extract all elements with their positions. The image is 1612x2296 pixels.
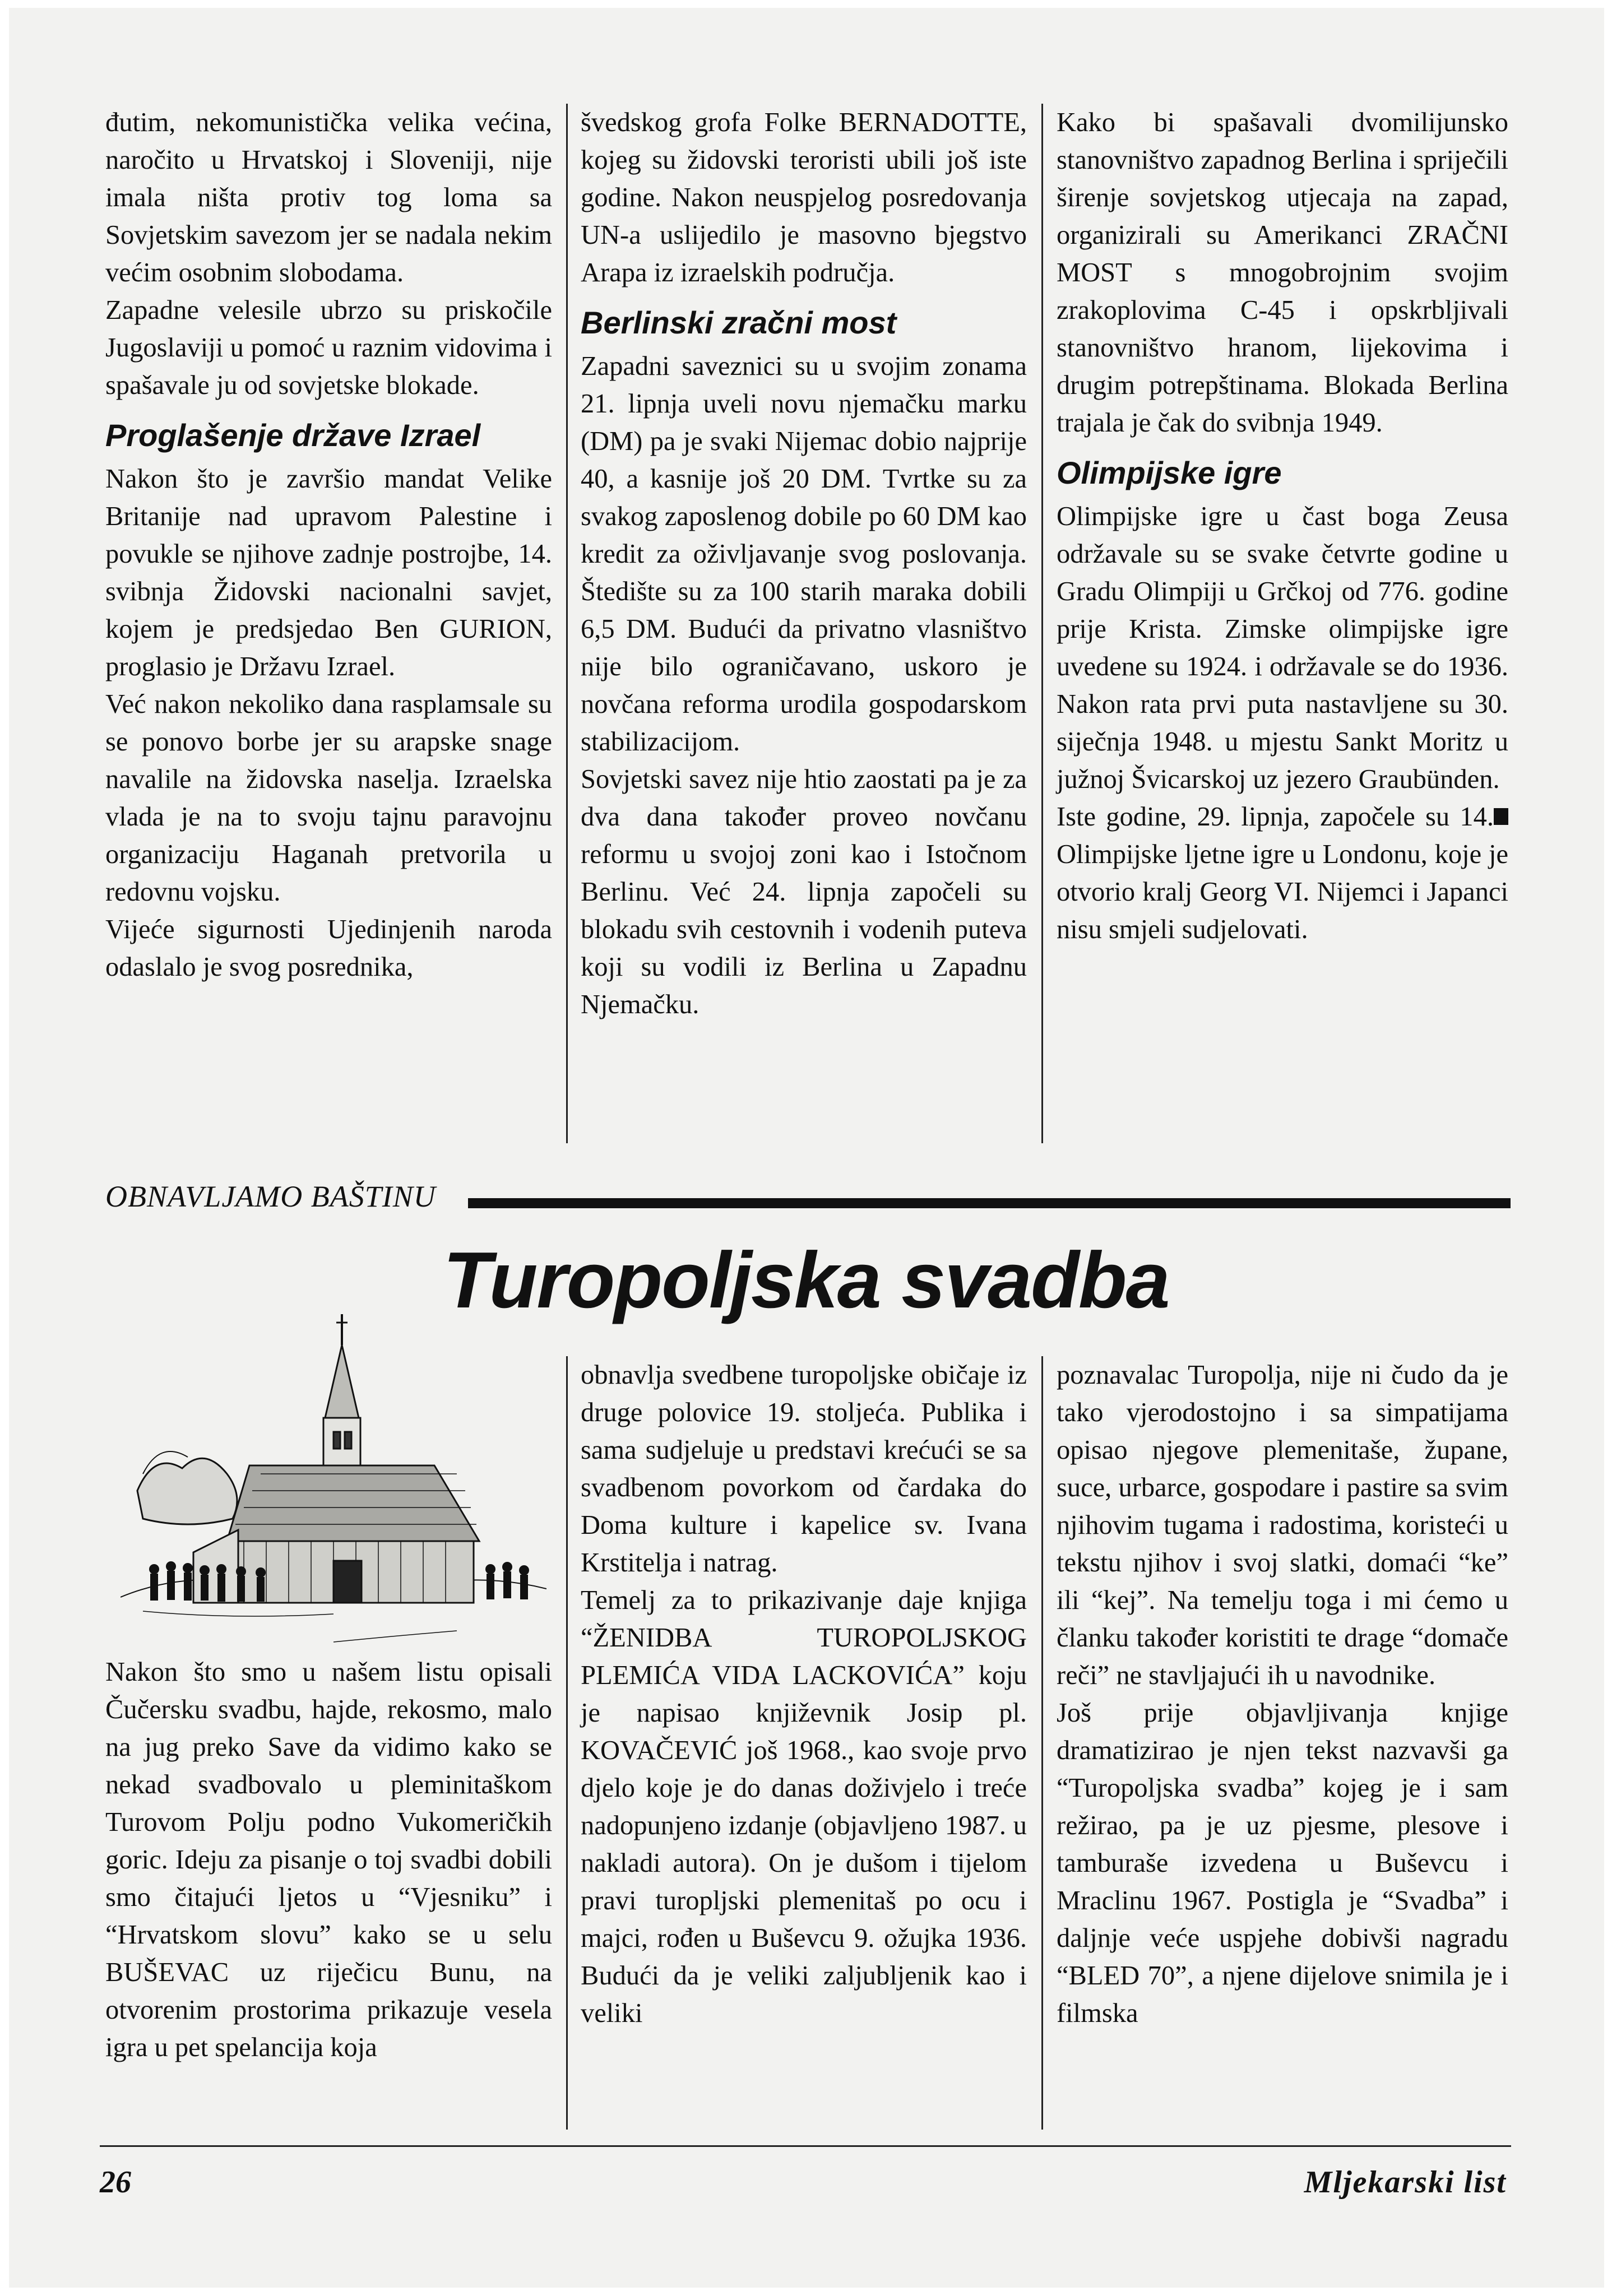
paragraph: obnavlja svedbene turopoljske običaje iz druge polovice 19. stoljeća. Publika i sama sudjeluje u predstavi krećući se sa svadbenom povorkom od čardaka do Doma kulture i kapelice sv. Ivana Krstitelja i natrag. xyxy=(581,1360,1027,1578)
paragraph: Iste godine, 29. lipnja, započele su 14. Olimpijske ljetne igre u Londonu, koje je otvorio kralj Georg VI. Nijemci i Japanci nisu smjeli sudjelovati. xyxy=(1057,802,1508,944)
bottom-column-1 xyxy=(105,1653,552,2066)
column-divider xyxy=(566,1356,568,2130)
paragraph: poznavalac Turopolja, nije ni čudo da je tako vjerodostojno i sa simpatijama opisao njegove plemenitaše, župane, suce, urbarce, gospodare i pastire sa svim njihovim tugama i radostima, koristeći u tekstu njihov i svoj slatki, domaći “ke” ili “kej”. Na temelju toga i mi ćemo u članku također koristiti te drage “domače reči” ne stavljajući ih u navodnike. xyxy=(1057,1360,1508,1690)
paragraph: Olimpijske igre u čast boga Zeusa održavale su se svake četvrte godine u Gradu Olimpiji u Grčkoj od 776. godine prije Krista. Zimske olimpijske igre uvedene su 1924. i održavale se do 1936. Nakon rata prvi puta nastavljene su 30. siječnja 1948. u mjestu Sankt Moritz u južnoj Švicarskoj uz jezero Graubünden. xyxy=(1057,502,1508,794)
paragraph: Temelj za to prikazivanje daje knjiga “ŽENIDBA TUROPOLJSKOG PLEMIĆA VIDA LACKOVIĆA” koju je napisao književnik Josip pl. KOVAČEVIĆ još 1968., kao svoje prvo djelo koje je do danas doživjelo i treće nadopunjeno izdanje (objavljeno 1987. u nakladi autora). On je dušom i tijelom pravi turopljski plemenitaš po ocu i majci, rođen u Buševcu 9. ožujka 1936. Budući da je veliki zaljubljenik kao i veliki xyxy=(581,1585,1027,2028)
paragraph: Zapadni saveznici su u svojim zonama 21. lipnja uveli novu njemačku marku (DM) pa je svaki Nijemac dobio najprije 40, a kasnije još 20 DM. Tvrtke su za svakog zaposlenog dobile po 60 DM kao kredit za oživljavanje svog poslovanja. Štedište su za 100 starih maraka dobili 6,5 DM. Budući da privatno vlasništvo nije bilo ograničavano, uskoro je novčana reforma urodila gospodarskom stabilizacijom. xyxy=(581,351,1027,757)
section-heading: Proglašenje države Izrael xyxy=(105,418,481,453)
paragraph: švedskog grofa Folke BERNADOTTE, kojeg su židovski teroristi ubili još iste godine. Nakon neuspjelog posredovanja UN-a uslijedilo je masovno bjegstvo Arapa iz izraelskih područja. xyxy=(581,108,1027,287)
section-bar xyxy=(468,1198,1511,1208)
footer-rule xyxy=(100,2145,1511,2147)
publication-name: Mljekarski list xyxy=(1304,2165,1507,2200)
paragraph: đutim, nekomunistička velika većina, naročito u Hrvatskoj i Sloveniji, nije imala ništa protiv tog loma sa Sovjetskim savezom jer se nadala nekim većim osobnim slobodama. xyxy=(105,108,552,287)
paragraph: Zapadne velesile ubrzo su priskočile Jugoslaviji u pomoć u raznim vidovima i spašavale ju od sovjetske blokade. xyxy=(105,295,552,400)
paragraph: Nakon što je završio mandat Velike Britanije nad upravom Palestine i povukle se njihove zadnje postrojbe, 14. svibnja Židovski nacionalni savjet, kojem je predsjedao Ben GURION, proglasio je Državu Izrael. xyxy=(105,464,552,681)
paragraph: Sovjetski savez nije htio zaostati pa je za dva dana također proveo novčanu reformu u svojoj zoni kao i Istočnom Berlinu. Već 24. lipnja započeli su blokadu svih cestovnih i vodenih puteva koji su vodili iz Berlina u Zapadnu Njemačku. xyxy=(581,764,1027,1019)
paragraph: Još prije objavljivanja knjige dramatizirao je njen tekst nazvavši ga “Turopoljska svadba” kojeg je i sam režirao, pa je uz pjesme, plesove i tamburaše izvedena u Buševcu i Mraclinu 1967. Postigla je “Svadba” i daljnje veće uspjehe dobivši nagradu “BLED 70”, a njene dijelove snimila je i filmska xyxy=(1057,1698,1508,2028)
section-heading: Olimpijske igre xyxy=(1057,455,1282,490)
page-number: 26 xyxy=(100,2165,131,2200)
section-heading: Berlinski zračni most xyxy=(581,305,897,340)
top-column-3 xyxy=(1057,104,1508,948)
paragraph: Kako bi spašavali dvomilijunsko stanovništvo zapadnog Berlina i spriječili širenje sovjetskog utjecaja na zapad, organizirali su Amerikanci ZRAČNI MOST s mnogobrojnim svojim zrakoplovima C-45 i opskrbljivali stanovništvo hranom, lijekovima i drugim potrepštinama. Blokada Berlina trajala je čak do svibnja 1949. xyxy=(1057,108,1508,438)
top-column-2 xyxy=(581,104,1027,1023)
column-divider xyxy=(566,104,568,1143)
paragraph: Nakon što smo u našem listu opisali Čučersku svadbu, hajde, rekosmo, malo na jug preko Save da vidimo kako se nekad svadbovalo u pleminitaškom Turovom Polju podno Vukomeričkih goric. Ideju za pisanje o toj svadbi dobili smo čitajući ljetos u “Vjesniku” i “Hrvatskom slovu” kako se u selu BUŠEVAC uz riječicu Bunu, na otvorenim prostorima prikazuje vesela igra u pet spelancija koja xyxy=(105,1657,552,2062)
bottom-column-3 xyxy=(1057,1356,1508,2032)
end-of-article-mark xyxy=(1494,808,1508,825)
paragraph: Već nakon nekoliko dana rasplamsale su se ponovo borbe jer su arapske snage navalile na židovska naselja. Izraelska vlada je na to svoju tajnu paravojnu organizaciju Haganah pretvorila u redovnu vojsku. xyxy=(105,689,552,907)
column-divider xyxy=(1041,1356,1043,2130)
church-with-wedding-procession-icon xyxy=(121,1306,546,1653)
section-label: OBNAVLJAMO BAŠTINU xyxy=(105,1180,436,1213)
column-divider xyxy=(1041,104,1043,1143)
top-column-1 xyxy=(105,104,552,986)
bottom-column-2 xyxy=(581,1356,1027,2032)
article-headline: Turopoljska svadba xyxy=(443,1236,1169,1325)
paragraph: Vijeće sigurnosti Ujedinjenih naroda odaslalo je svog posrednika, xyxy=(105,915,552,982)
